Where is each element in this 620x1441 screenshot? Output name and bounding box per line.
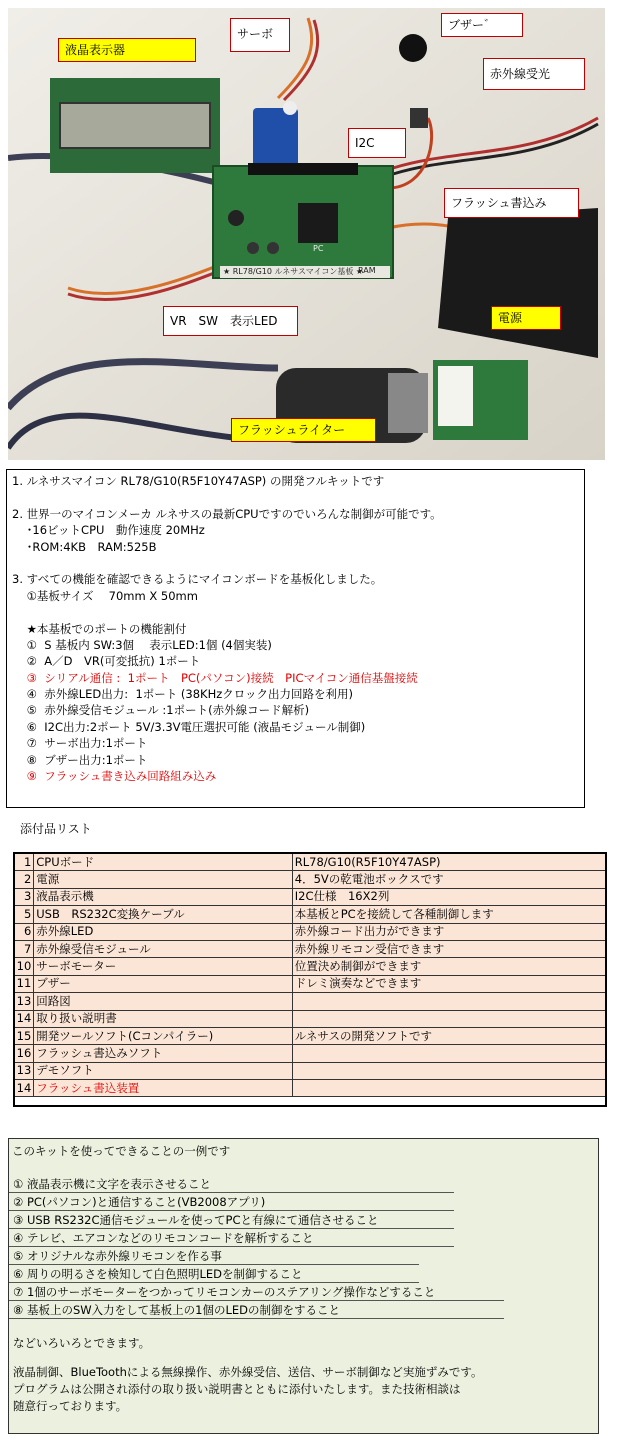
pc-label: PC (313, 244, 324, 253)
parts-note-cell (292, 1010, 606, 1027)
parts-num-cell: 10 (14, 958, 34, 975)
parts-name-cell: 赤外線受信モジュール (34, 940, 292, 957)
parts-note-cell: 赤外線コード出力ができます (292, 923, 606, 940)
parts-row (14, 958, 607, 975)
parts-row (14, 1010, 607, 1027)
parts-num-cell: 14 (14, 1010, 34, 1027)
description-line: ★本基板でのポートの機能割付 (12, 621, 187, 636)
examples-footer-1: などいろいろとできます。 (13, 1336, 151, 1350)
example-item: ⑤ オリジナルな赤外線リモコンを作る事 (9, 1247, 419, 1265)
description-line: ⑥ I2C出力:2ポート 5V/3.3V電圧選択可能 (液晶モジュール制御) (12, 719, 366, 734)
parts-row (14, 1027, 607, 1044)
parts-name-cell: 電源 (34, 871, 292, 888)
parts-num-cell: 6 (14, 923, 34, 940)
parts-note-cell: ドレミ演奏などできます (292, 975, 606, 992)
callout-power: 電源 (491, 306, 561, 330)
kit-description (6, 469, 585, 808)
parts-num-cell: 13 (14, 1062, 34, 1079)
parts-row (14, 923, 607, 940)
callout-i2c: I2C (348, 128, 406, 158)
parts-num-cell: 3 (14, 888, 34, 905)
examples-footer-4: 随意行っております。 (13, 1399, 128, 1413)
description-line: ⑨ フラッシュ書き込み回路組み込み (12, 769, 217, 784)
parts-row (14, 906, 607, 923)
parts-row (14, 1045, 607, 1062)
example-item: ④ テレビ、エアコンなどのリモコンコードを解析すること (9, 1229, 454, 1247)
parts-name-cell: 取り扱い説明書 (34, 1010, 292, 1027)
description-line: ①基板サイズ 70mm X 50mm (12, 588, 198, 603)
examples-footer-3: プログラムは公開され添付の取り扱い説明書とともに添付いたします。また技術相談は (13, 1382, 461, 1396)
description-line: ⑤ 赤外線受信モジュール :1ポート(赤外線コード解析) (12, 703, 310, 718)
parts-name-cell: ブザー (34, 975, 292, 992)
parts-num-cell: 15 (14, 1027, 34, 1044)
parts-num-cell: 2 (14, 871, 34, 888)
parts-list-title: 添付品リスト (20, 822, 92, 836)
parts-note-cell: 位置決め制御ができます (292, 958, 606, 975)
description-line (12, 489, 579, 505)
parts-note-cell (292, 993, 606, 1010)
parts-name-cell: サーボモーター (34, 958, 292, 975)
parts-num-cell: 14 (14, 1080, 34, 1097)
callout-flash-writer: フラッシュライター (231, 418, 376, 442)
description-line: ⑧ ブザー出力:1ポート (12, 752, 148, 767)
description-line: ③ シリアル通信 : 1ポート PC(パソコン)接続 PICマイコン通信基盤接続 (12, 670, 418, 685)
parts-note-cell: RL78/G10(R5F10Y47ASP) (292, 854, 606, 871)
parts-note-cell (292, 1045, 606, 1062)
description-line (12, 604, 579, 620)
example-item: ① 液晶表示機に文字を表示させること (9, 1175, 454, 1193)
description-line: ② A／D VR(可変抵抗) 1ポート (12, 654, 201, 669)
example-item: ⑥ 周りの明るさを検知して白色照明LEDを制御すること (9, 1265, 419, 1283)
example-item: ③ USB RS232C通信モジュールを使ってPCと有線にて通信させること (9, 1211, 454, 1229)
parts-num-cell: 5 (14, 906, 34, 923)
kit-photo (8, 8, 605, 460)
parts-note-cell (292, 1080, 606, 1097)
parts-name-cell: フラッシュ書込装置 (34, 1080, 292, 1097)
parts-row (14, 888, 607, 905)
parts-row (14, 1062, 607, 1079)
parts-name-cell: 液晶表示機 (34, 888, 292, 905)
parts-num-cell: 11 (14, 975, 34, 992)
description-line: 2. 世界一のマイコンメーカ ルネサスの最新CPUですのでいろんな制御が可能です。 (12, 506, 442, 521)
parts-note-cell: I2C仕様 16X2列 (292, 888, 606, 905)
parts-name-cell: フラッシュ書込みソフト (34, 1045, 292, 1062)
parts-num-cell: 7 (14, 940, 34, 957)
callout-lcd: 液晶表示器 (58, 38, 196, 62)
callout-vr-sw-led: VR SW 表示LED (163, 306, 298, 336)
callout-servo: サーボ (230, 18, 290, 52)
callout-buzzer: ブザー゛ (441, 13, 523, 37)
parts-row (14, 871, 607, 888)
description-line: ⑦ サーボ出力:1ポート (12, 736, 148, 751)
description-line: 1. ルネサスマイコン RL78/G10(R5F10Y47ASP) の開発フルキットです (12, 474, 385, 488)
examples-heading: このキットを使ってできることの一例です (12, 1144, 231, 1158)
parts-row (14, 975, 607, 992)
parts-note-cell: 赤外線リモコン受信できます (292, 940, 606, 957)
description-line: ･16ビットCPU 動作速度 20MHz (12, 523, 205, 538)
description-line (12, 555, 579, 571)
examples-box (8, 1138, 599, 1434)
board-label: ★ RL78/G10 ルネサスマイコン基板 ★ (223, 267, 364, 276)
callout-ir: 赤外線受光 (483, 58, 585, 90)
parts-name-cell: CPUボード (34, 854, 292, 871)
parts-row (14, 940, 607, 957)
parts-note-cell: 4．5Vの乾電池ボックスです (292, 871, 606, 888)
parts-num-cell: 16 (14, 1045, 34, 1062)
example-item: ⑧ 基板上のSW入力をして基板上の1個のLEDの制御をすること (9, 1301, 504, 1319)
parts-row (14, 993, 607, 1010)
description-line: ･ROM:4KB RAM:525B (12, 539, 157, 554)
parts-table (13, 853, 607, 1097)
description-line: ④ 赤外線LED出力: 1ポート (38KHzクロック出力回路を利用) (12, 687, 354, 702)
examples-footer-2: 液晶制御、BlueToothによる無線操作、赤外線受信、送信、サーボ制御など実施ずみです。 (13, 1365, 483, 1379)
parts-name-cell: USB RS232C変換ケーブル (34, 906, 292, 923)
parts-row (14, 854, 607, 871)
description-line: 3. すべての機能を確認できるようにマイコンボードを基板化しました。 (12, 572, 383, 587)
ram-label: RAM (358, 266, 376, 275)
parts-note-cell: 本基板とPCを接続して各種制御します (292, 906, 606, 923)
parts-note-cell: ルネサスの開発ソフトです (292, 1027, 606, 1044)
parts-note-cell (292, 1062, 606, 1079)
description-line: ① S 基板内 SW:3個 表示LED:1個 (4個実装) (12, 637, 272, 652)
parts-num-cell: 1 (14, 854, 34, 871)
parts-name-cell: デモソフト (34, 1062, 292, 1079)
example-item: ⑦ 1個のサーボモーターをつかってリモコンカーのステアリング操作などすること (9, 1283, 504, 1301)
callout-flash: フラッシュ書込み (444, 188, 579, 218)
parts-row (14, 1080, 607, 1097)
example-item: ② PC(パソコン)と通信すること(VB2008アプリ) (9, 1193, 454, 1211)
parts-num-cell: 13 (14, 993, 34, 1010)
parts-name-cell: 開発ツールソフト(Cコンパイラー) (34, 1027, 292, 1044)
parts-name-cell: 赤外線LED (34, 923, 292, 940)
parts-name-cell: 回路図 (34, 993, 292, 1010)
